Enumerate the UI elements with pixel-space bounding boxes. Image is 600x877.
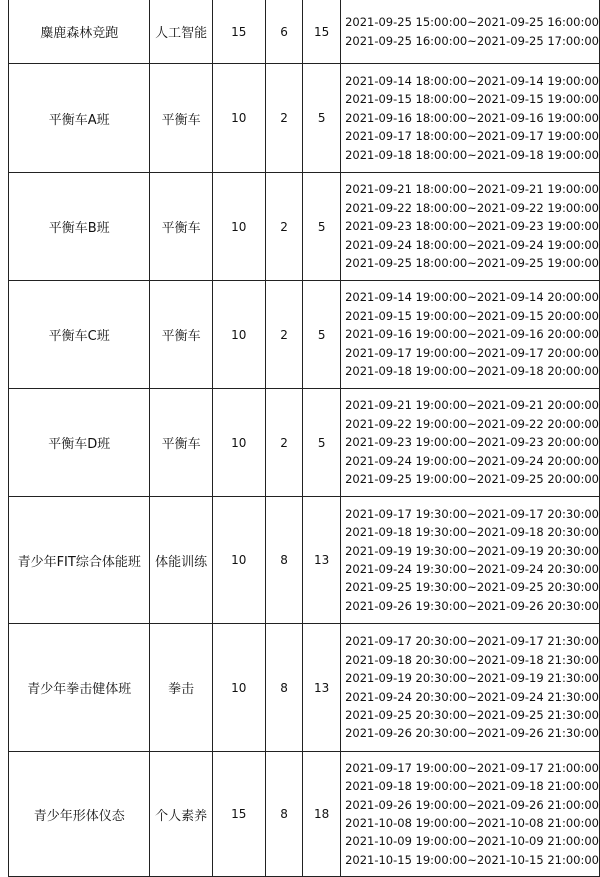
time-slot: 2021-09-25 15:00:00~2021-09-25 16:00:00: [345, 15, 599, 30]
time-slot: 2021-09-15 18:00:00~2021-09-15 19:00:00: [345, 92, 599, 107]
time-slots-cell: [341, 497, 600, 624]
category-cell: 平衡车: [150, 389, 212, 497]
time-slots-cell: [341, 752, 600, 877]
time-slots-cell: [341, 281, 600, 389]
count-cell-3: 5: [303, 389, 341, 497]
time-slot: 2021-09-19 20:30:00~2021-09-19 21:30:00: [345, 671, 599, 686]
time-slot: 2021-09-17 20:30:00~2021-09-17 21:30:00: [345, 634, 599, 649]
count-cell-1: 10: [212, 624, 265, 752]
time-slots-cell: [341, 173, 600, 281]
time-slot: 2021-09-19 19:30:00~2021-09-19 20:30:00: [345, 543, 599, 558]
table-row: [9, 0, 600, 64]
time-slot: 2021-09-25 16:00:00~2021-09-25 17:00:00: [345, 33, 599, 48]
time-slot: 2021-09-24 19:00:00~2021-09-24 20:00:00: [345, 453, 599, 468]
time-slot: 2021-09-25 20:30:00~2021-09-25 21:30:00: [345, 707, 599, 722]
time-slot: 2021-09-15 19:00:00~2021-09-15 20:00:00: [345, 308, 599, 323]
course-name-cell: 平衡车A班: [9, 64, 150, 173]
count-cell-2: 8: [265, 624, 302, 752]
count-cell-1: 15: [212, 0, 265, 64]
course-name-cell: 平衡车B班: [9, 173, 150, 281]
count-cell-1: 10: [212, 497, 265, 624]
time-slots-cell: [341, 0, 600, 64]
time-slot: 2021-09-25 19:00:00~2021-09-25 20:00:00: [345, 472, 599, 487]
count-cell-1: 10: [212, 173, 265, 281]
count-cell-3: 18: [303, 752, 341, 877]
time-slot: 2021-09-24 18:00:00~2021-09-24 19:00:00: [345, 237, 599, 252]
count-cell-2: 8: [265, 497, 302, 624]
time-slot: 2021-09-14 18:00:00~2021-09-14 19:00:00: [345, 73, 599, 88]
time-slot: 2021-09-18 20:30:00~2021-09-18 21:30:00: [345, 652, 599, 667]
course-name-cell: 平衡车D班: [9, 389, 150, 497]
table-row: [9, 624, 600, 752]
time-slot: 2021-09-17 19:30:00~2021-09-17 20:30:00: [345, 506, 599, 521]
time-slot: 2021-09-26 19:30:00~2021-09-26 20:30:00: [345, 598, 599, 613]
table-row: [9, 752, 600, 877]
time-slot: 2021-09-18 19:00:00~2021-09-18 21:00:00: [345, 779, 599, 794]
table-row: [9, 389, 600, 497]
count-cell-1: 15: [212, 752, 265, 877]
table-row: [9, 173, 600, 281]
time-slot: 2021-09-21 19:00:00~2021-09-21 20:00:00: [345, 398, 599, 413]
time-slot: 2021-09-22 18:00:00~2021-09-22 19:00:00: [345, 200, 599, 215]
course-name-cell: 青少年FIT综合体能班: [9, 497, 150, 624]
count-cell-1: 10: [212, 64, 265, 173]
time-slot: 2021-09-23 18:00:00~2021-09-23 19:00:00: [345, 219, 599, 234]
time-slot: 2021-10-09 19:00:00~2021-10-09 21:00:00: [345, 834, 599, 849]
time-slot: 2021-09-17 19:00:00~2021-09-17 21:00:00: [345, 760, 599, 775]
time-slot: 2021-09-21 18:00:00~2021-09-21 19:00:00: [345, 182, 599, 197]
time-slot: 2021-09-25 18:00:00~2021-09-25 19:00:00: [345, 256, 599, 271]
count-cell-2: 2: [265, 64, 302, 173]
course-name-cell: 麋鹿森林竞跑: [9, 0, 150, 64]
category-cell: 平衡车: [150, 64, 212, 173]
course-name-cell: 青少年形体仪态: [9, 752, 150, 877]
time-slot: 2021-09-24 20:30:00~2021-09-24 21:30:00: [345, 689, 599, 704]
schedule-table-body: [9, 0, 600, 877]
time-slot: 2021-09-17 18:00:00~2021-09-17 19:00:00: [345, 129, 599, 144]
time-slot: 2021-09-16 18:00:00~2021-09-16 19:00:00: [345, 110, 599, 125]
category-cell: 体能训练: [150, 497, 212, 624]
table-row: [9, 497, 600, 624]
time-slot: 2021-09-22 19:00:00~2021-09-22 20:00:00: [345, 416, 599, 431]
category-cell: 人工智能: [150, 0, 212, 64]
count-cell-2: 2: [265, 389, 302, 497]
count-cell-3: 13: [303, 497, 341, 624]
time-slot: 2021-10-15 19:00:00~2021-10-15 21:00:00: [345, 852, 599, 867]
table-row: [9, 281, 600, 389]
table-row: [9, 64, 600, 173]
time-slots-cell: [341, 64, 600, 173]
count-cell-1: 10: [212, 389, 265, 497]
time-slot: 2021-10-08 19:00:00~2021-10-08 21:00:00: [345, 816, 599, 830]
time-slots-cell: [341, 624, 600, 752]
time-slot: 2021-09-25 19:30:00~2021-09-25 20:30:00: [345, 580, 599, 595]
count-cell-2: 6: [265, 0, 302, 64]
count-cell-2: 8: [265, 752, 302, 877]
category-cell: 个人素养: [150, 752, 212, 877]
category-cell: 平衡车: [150, 173, 212, 281]
time-slot: 2021-09-26 20:30:00~2021-09-26 21:30:00: [345, 726, 599, 741]
course-name-cell: 平衡车C班: [9, 281, 150, 389]
count-cell-1: 10: [212, 281, 265, 389]
time-slot: 2021-09-16 19:00:00~2021-09-16 20:00:00: [345, 327, 599, 342]
count-cell-3: 5: [303, 173, 341, 281]
category-cell: 平衡车: [150, 281, 212, 389]
time-slot: 2021-09-24 19:30:00~2021-09-24 20:30:00: [345, 562, 599, 576]
time-slot: 2021-09-23 19:00:00~2021-09-23 20:00:00: [345, 435, 599, 450]
count-cell-3: 5: [303, 281, 341, 389]
count-cell-3: 13: [303, 624, 341, 752]
time-slots-cell: [341, 389, 600, 497]
count-cell-3: 15: [303, 0, 341, 64]
time-slot: 2021-09-18 19:30:00~2021-09-18 20:30:00: [345, 525, 599, 540]
count-cell-3: 5: [303, 64, 341, 173]
count-cell-2: 2: [265, 281, 302, 389]
time-slot: 2021-09-18 18:00:00~2021-09-18 19:00:00: [345, 147, 599, 162]
time-slot: 2021-09-26 19:00:00~2021-09-26 21:00:00: [345, 797, 599, 812]
category-cell: 拳击: [150, 624, 212, 752]
time-slot: 2021-09-14 19:00:00~2021-09-14 20:00:00: [345, 290, 599, 305]
time-slot: 2021-09-17 19:00:00~2021-09-17 20:00:00: [345, 345, 599, 360]
schedule-table: [8, 0, 600, 877]
count-cell-2: 2: [265, 173, 302, 281]
course-name-cell: 青少年拳击健体班: [9, 624, 150, 752]
time-slot: 2021-09-18 19:00:00~2021-09-18 20:00:00: [345, 364, 599, 379]
